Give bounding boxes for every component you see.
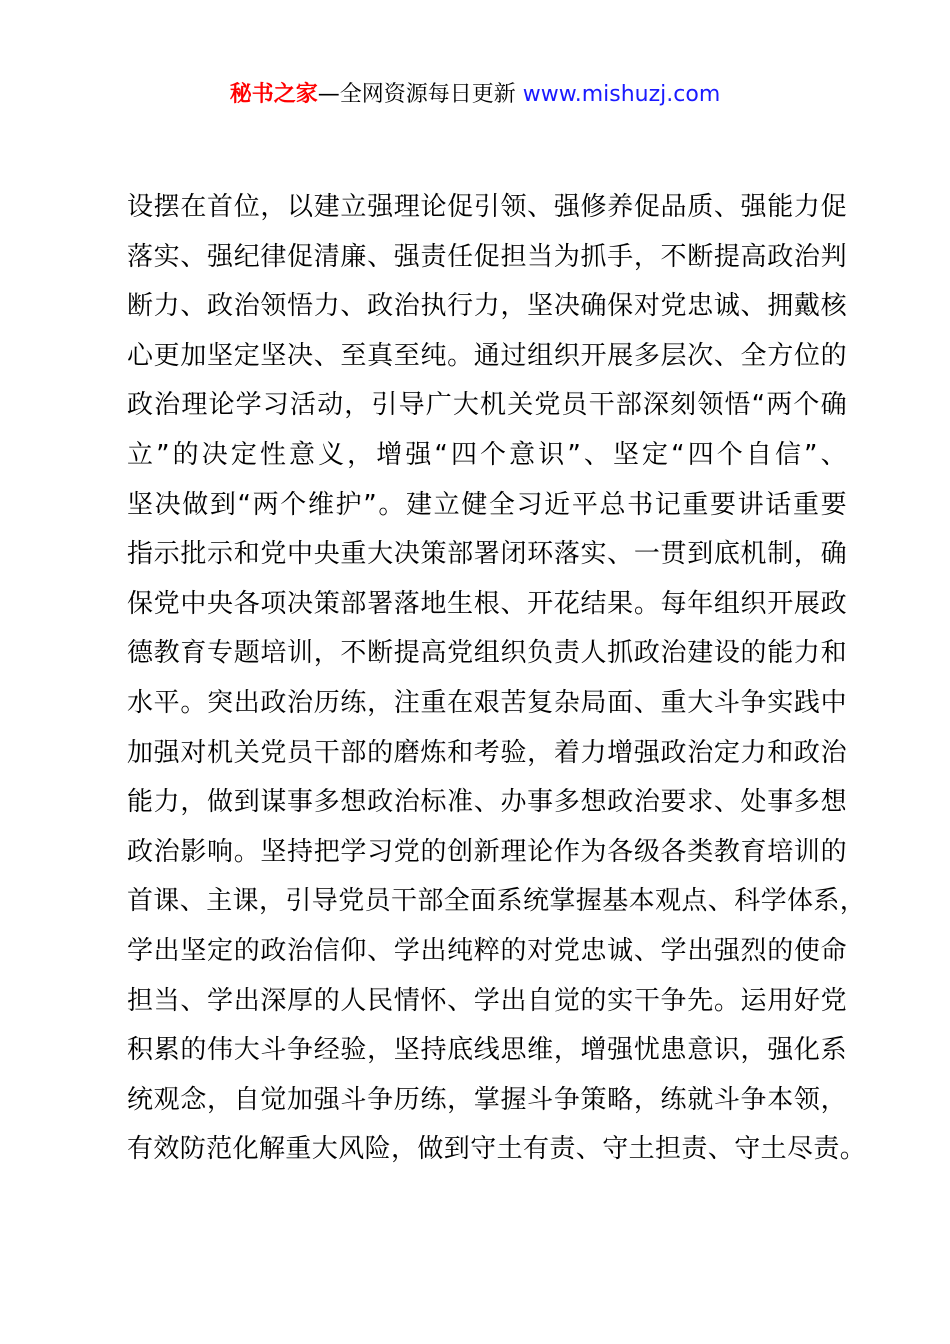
body-paragraph — [127, 183, 867, 1175]
body-line: 加强对机关党员干部的磨炼和考验，着力增强政治定力和政治 — [127, 737, 847, 768]
body-line: 指示批示和党中央重大决策部署闭环落实、一贯到底机制，确 — [127, 539, 847, 570]
website-link[interactable]: www.mishuzj.com — [522, 82, 721, 107]
body-line: 坚决做到“两个维护”。建立健全习近平总书记重要讲话重要 — [127, 489, 847, 520]
body-line: 断力、政治领悟力、政治执行力，坚决确保对党忠诚、拥戴核 — [127, 291, 847, 322]
brand-name: 秘书之家 — [229, 82, 318, 107]
body-line: 落实、强纪律促清廉、强责任促担当为抓手，不断提高政治判 — [127, 241, 847, 272]
body-line: 立”的决定性意义，增强“四个意识”、坚定“四个自信”、 — [127, 439, 847, 470]
body-line: 学出坚定的政治信仰、学出纯粹的对党忠诚、学出强烈的使命 — [127, 935, 847, 966]
body-line: 首课、主课，引导党员干部全面系统掌握基本观点、科学体系， — [127, 886, 867, 917]
body-line: 能力，做到谋事多想政治标准、办事多想政治要求、处事多想 — [127, 787, 847, 818]
body-line: 水平。突出政治历练，注重在艰苦复杂局面、重大斗争实践中 — [127, 687, 847, 718]
header-tagline: —全网资源每日更新 — [317, 82, 523, 107]
body-line: 担当、学出深厚的人民情怀、学出自觉的实干争先。运用好党 — [127, 985, 847, 1016]
body-line: 心更加坚定坚决、至真至纯。通过组织开展多层次、全方位的 — [127, 340, 847, 371]
body-line: 积累的伟大斗争经验，坚持底线思维，增强忧患意识，强化系 — [127, 1035, 847, 1066]
body-line: 政治影响。坚持把学习党的创新理论作为各级各类教育培训的 — [127, 836, 847, 867]
body-line: 设摆在首位，以建立强理论促引领、强修养促品质、强能力促 — [127, 192, 847, 222]
page-header — [0, 80, 950, 110]
body-line: 有效防范化解重大风险，做到守土有责、守土担责、守土尽责。 — [127, 1134, 867, 1165]
body-line: 政治理论学习活动，引导广大机关党员干部深刻领悟“两个确 — [127, 390, 847, 421]
body-line: 德教育专题培训，不断提高党组织负责人抓政治建设的能力和 — [127, 638, 847, 669]
body-line: 保党中央各项决策部署落地生根、开花结果。每年组织开展政 — [127, 588, 847, 619]
body-line: 统观念，自觉加强斗争历练，掌握斗争策略，练就斗争本领， — [127, 1084, 847, 1115]
